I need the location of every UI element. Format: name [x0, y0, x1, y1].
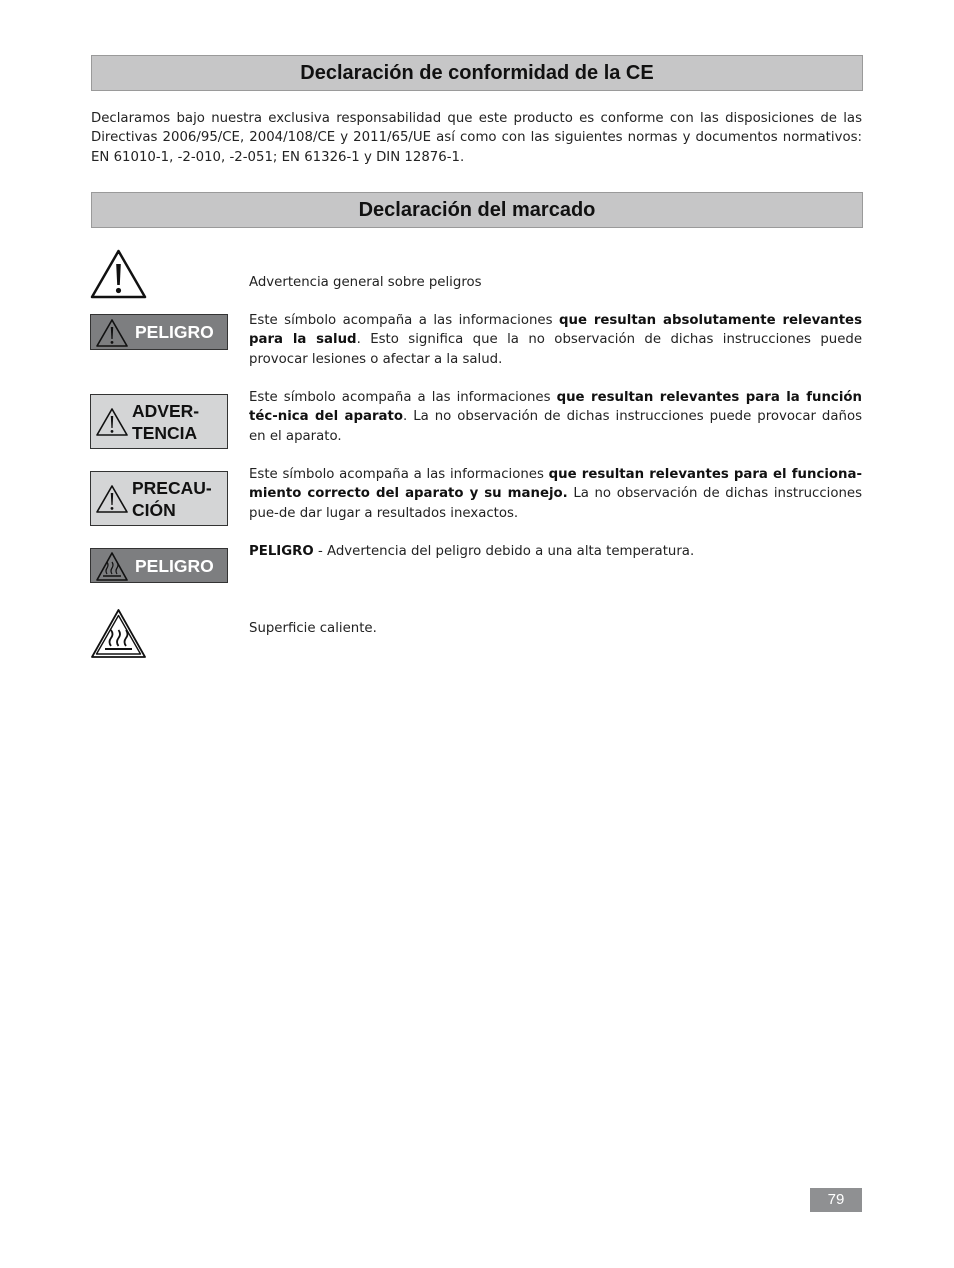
peligro-description: Este símbolo acompaña a las informaciones que resultan absolutamente relevantes para la salud. Esto significa que la no observación de dichas instrucciones puede provocar lesiones o afectar a la salud.: [249, 313, 862, 367]
badge-peligro: [90, 314, 228, 350]
peligro-hot-description: PELIGRO - Advertencia del peligro debido a una alta temperatura.: [249, 544, 695, 559]
general-warning-text: Advertencia general sobre peligros: [249, 275, 482, 290]
badge-label-line2: CIÓN: [132, 500, 176, 520]
section-title-marking: Declaración del marcado: [91, 192, 863, 228]
section-title-ce: Declaración de conformidad de la CE: [91, 55, 863, 91]
ce-declaration-text: Declaramos bajo nuestra exclusiva responsabilidad que este producto es conforme con las disposiciones de las Directivas 2006/95/CE, 2004/108/CE y 2011/65/UE así como con las siguientes normas y documentos normativos: EN 61010-1, -2-010, -2-051; EN 61326-1 y DIN 12876-1.: [91, 111, 862, 165]
advertencia-description: Este símbolo acompaña a las informaciones que resultan relevantes para la función téc-nica del aparato. La no observación de dichas instrucciones puede provocar daños en el aparato.: [249, 390, 863, 444]
precaucion-description: Este símbolo acompaña a las informaciones que resultan relevantes para el funciona-miento correcto del aparato y su manejo. La no observación de dichas instrucciones pue-de dar lugar a resultados inexactos.: [249, 467, 862, 521]
badge-peligro-hot: [90, 548, 228, 583]
hot-surface-icon: [90, 608, 147, 659]
badge-label-line1: ADVER-: [132, 401, 200, 421]
page-number: 79: [810, 1188, 862, 1212]
badge-precaucion: [90, 471, 228, 526]
warning-triangle-icon: [95, 484, 129, 514]
badge-label-line2: TENCIA: [132, 423, 198, 443]
badge-advertencia: [90, 394, 228, 449]
warning-triangle-icon: [95, 318, 129, 348]
badge-label: PELIGRO: [135, 322, 214, 342]
badge-label: PELIGRO: [135, 556, 214, 576]
hot-surface-text: Superficie caliente.: [249, 621, 377, 636]
hot-surface-icon: [95, 551, 129, 582]
warning-triangle-icon: [95, 407, 129, 437]
warning-triangle-icon: [90, 249, 147, 299]
badge-label-line1: PRECAU-: [132, 478, 212, 498]
